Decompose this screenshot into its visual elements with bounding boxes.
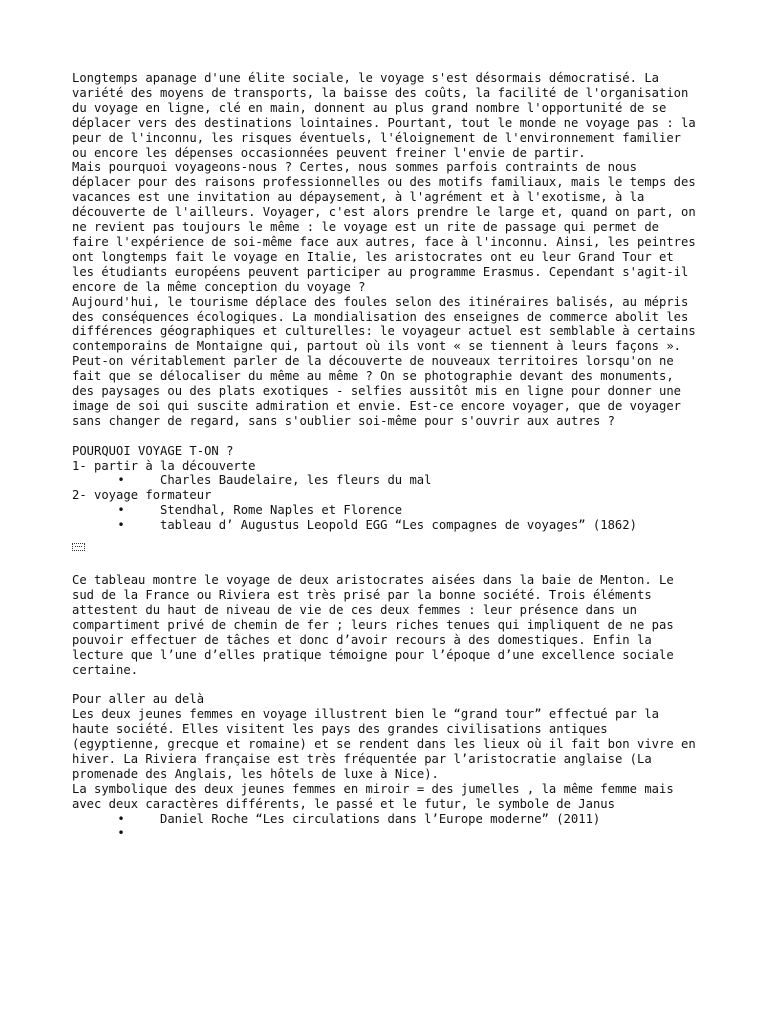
list-item-text: tableau d’ Augustus Leopold EGG “Les compagnes de voyages” (1862): [160, 518, 637, 533]
bullet-icon: •: [117, 503, 125, 518]
list-item-text: Stendhal, Rome Naples et Florence: [160, 503, 403, 518]
list-item-text: Daniel Roche “Les circulations dans l’Europe moderne” (2011): [160, 811, 601, 826]
intro-paragraph: Mais pourquoi voyageons-nous ? Certes, nous sommes parfois contraints de nous déplacer pour des raisons professionnelles ou des motifs familiaux, mais le temps des vacances est une invitation au dépaysement, à l'agrément et à l'exotisme, à la découverte de l'ailleurs. Voyager, c'est alors prendre le large et, quand on part, on ne revient pas toujours le même : le voyage est un rite de passage qui permet de faire l'expérience de soi-même face aux autres, face à l'inconnu. Ainsi, les peintres ont longtemps fait le voyage en Italie, les aristocrates ont eu leur Grand Tour et les étudiants européens peuvent participer au programme Erasmus. Cependant s'agit-il encore de la même conception du voyage ?: [72, 160, 696, 294]
outline-item: 1- partir à la découverte: [72, 458, 256, 473]
list-item: [72, 812, 702, 827]
outline-item: 2- voyage formateur: [72, 488, 212, 503]
outline-section: [72, 444, 702, 533]
blank-line: [72, 429, 702, 444]
list-item: [72, 518, 702, 533]
list-item: [72, 826, 702, 841]
list-item: [72, 473, 702, 488]
list-item-text: Charles Baudelaire, les fleurs du mal: [160, 473, 432, 488]
further-paragraph: La symbolique des deux jeunes femmes en miroir = des jumelles , la même femme mais avec deux caractères différents, le passé et le futur, le symbole de Janus: [72, 781, 674, 811]
list-item: [72, 503, 702, 518]
outline-heading: POURQUOI VOYAGE T-ON ?: [72, 443, 234, 458]
bullet-icon: •: [117, 826, 125, 841]
analysis-paragraph: Ce tableau montre le voyage de deux aristocrates aisées dans la baie de Menton. Le sud de la France ou Riviera est très prisé par la bonne société. Trois éléments attestent du haut de niveau de vie de ces deux femmes : leur présence dans un compartiment privé de chemin de fer ; leurs riches tenues qui impliquent de ne pas pouvoir effectuer de tâches et donc d’avoir recours à des domestiques. Enfin la lecture que l’une d’elles pratique témoigne pour l’époque d’une excellence sociale certaine.: [72, 573, 674, 677]
embedded-object-icon[interactable]: [72, 543, 85, 551]
bullet-icon: •: [117, 473, 125, 488]
further-heading: Pour aller au delà: [72, 692, 205, 707]
intro-paragraph: Aujourd'hui, le tourisme déplace des foules selon des itinéraires balisés, au mépris des conséquences écologiques. La mondialisation des enseignes de commerce abolit les différences géographiques et culturelles: le voyageur actuel est semblable à certains contemporains de Montaigne qui, partout où ils vont « se tiennent à leurs façons ». Peut-on véritablement parler de la découverte de nouveaux territoires lorsqu'on ne fait que se délocaliser du même au même ? On se photographie devant des monuments, des paysages ou des plats exotiques - selfies aussitôt mis en ligne pour donner une image de soi qui suscite admiration et envie. Est-ce encore voyager, que de voyager sans changer de regard, sans s'oublier soi-même pour s'ouvrir aux autres ?: [72, 294, 696, 428]
further-section: [72, 692, 702, 841]
bullet-icon: •: [117, 811, 125, 826]
document-page: [72, 71, 702, 841]
blank-line: [72, 677, 702, 692]
bullet-icon: •: [117, 518, 125, 533]
intro-paragraph: Longtemps apanage d'une élite sociale, le voyage s'est désormais démocratisé. La variété des moyens de transports, la baisse des coûts, la facilité de l'organisation du voyage en ligne, clé en main, donnent au plus grand nombre l'opportunité de se déplacer vers des destinations lointaines. Pourtant, tout le monde ne voyage pas : la peur de l'inconnu, les risques éventuels, l'éloignement de l'environnement familier ou encore les dépenses occasionnées peuvent freiner l'envie de partir.: [72, 71, 696, 160]
further-paragraph: Les deux jeunes femmes en voyage illustrent bien le “grand tour” effectué par la haute société. Elles visitent les pays des grandes civilisations antiques (egyptienne, grecque et romaine) et se rendent dans les lieux où il fait bon vivre en hiver. La Riviera française est très fréquentée par l’aristocratie anglaise (La promenade des Anglais, les hôtels de luxe à Nice).: [72, 707, 696, 781]
